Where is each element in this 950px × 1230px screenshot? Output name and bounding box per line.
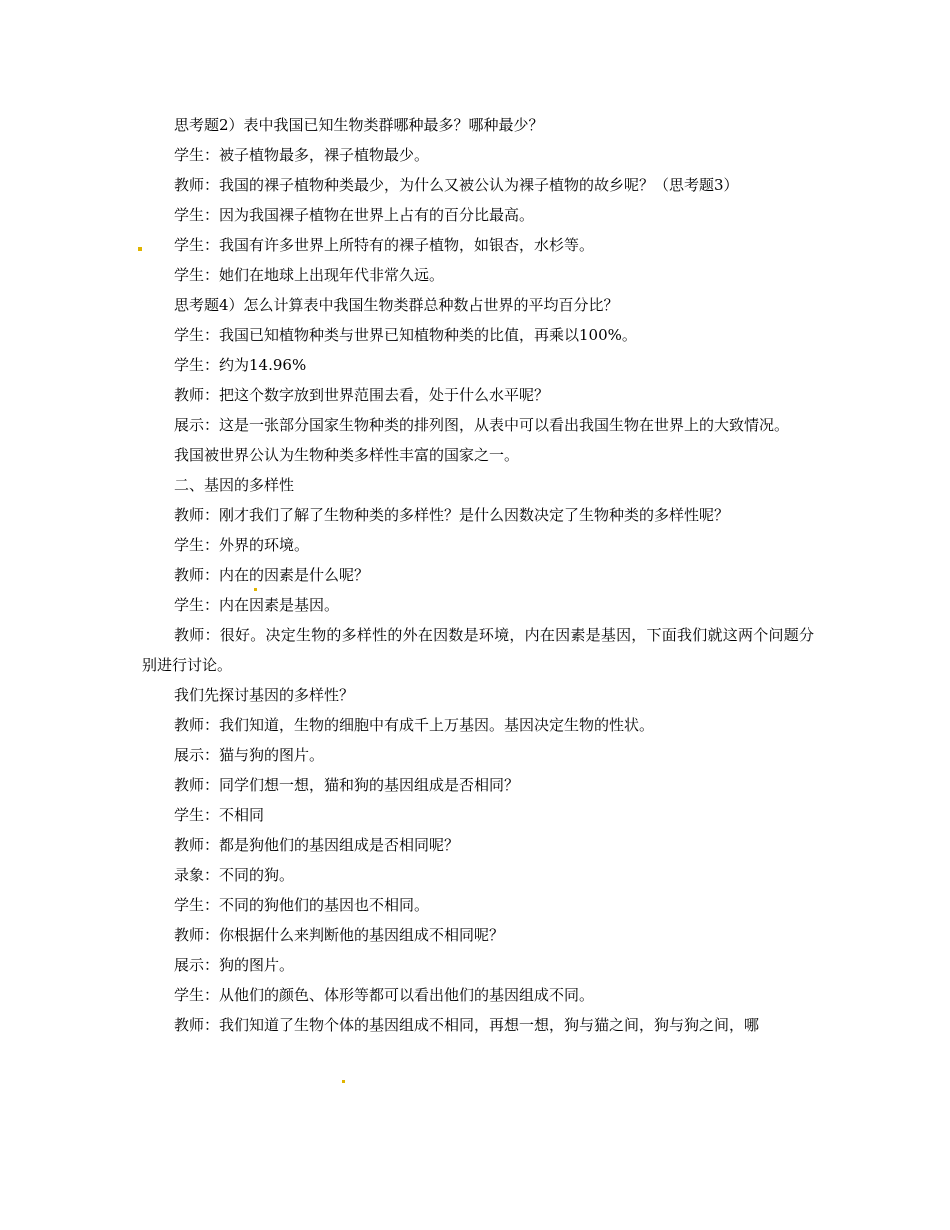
paragraph: 学生：因为我国裸子植物在世界上占有的百分比最高。 [174,206,535,224]
paragraph: 思考题2）表中我国已知生物类群哪种最多？哪种最少？ [174,116,544,134]
paragraph: 教师：刚才我们了解了生物种类的多样性？是什么因数决定了生物种类的多样性呢？ [174,506,730,524]
section-heading: 二、基因的多样性 [174,476,295,494]
paragraph: 学生：她们在地球上出现年代非常久远。 [174,266,445,284]
paragraph: 教师：同学们想一想，猫和狗的基因组成是否相同？ [174,776,520,794]
paragraph: 录象：不同的狗。 [174,866,295,884]
paragraph: 教师：我们知道，生物的细胞中有成千上万基因。基因决定生物的性状。 [174,716,655,734]
paragraph: 教师：我们知道了生物个体的基因组成不相同，再想一想，狗与猫之间，狗与狗之间，哪 [174,1016,760,1034]
paragraph: 学生：外界的环境。 [174,536,310,554]
paragraph: 教师：很好。决定生物的多样性的外在因数是环境，内在因素是基因，下面我们就这两个问题分别进行讨论。 [142,626,814,674]
paragraph: 学生：被子植物最多，裸子植物最少。 [174,146,430,164]
paragraph: 我国被世界公认为生物种类多样性丰富的国家之一。 [174,446,520,464]
paragraph: 教师：内在的因素是什么呢？ [174,566,370,584]
paragraph: 学生：从他们的颜色、体形等都可以看出他们的基因组成不同。 [174,986,595,1004]
paragraph: 学生：不相同 [174,806,265,824]
paragraph: 学生：我国有许多世界上所特有的裸子植物，如银杏，水杉等。 [174,236,595,254]
paragraph: 教师：你根据什么来判断他的基因组成不相同呢？ [174,926,505,944]
paragraph: 教师：都是狗他们的基因组成是否相同呢？ [174,836,460,854]
paragraph: 展示：猫与狗的图片。 [174,746,325,764]
paragraph: 展示：这是一张部分国家生物种类的排列图，从表中可以看出我国生物在世界上的大致情况。 [174,416,790,434]
paragraph: 教师：我国的裸子植物种类最少，为什么又被公认为裸子植物的故乡呢？（思考题3） [174,176,739,194]
paragraph: 学生：我国已知植物种类与世界已知植物种类的比值，再乘以100%。 [174,326,637,344]
paragraph: 我们先探讨基因的多样性？ [174,686,355,704]
document-body [142,110,814,1040]
paragraph: 展示：狗的图片。 [174,956,295,974]
paragraph: 学生：内在因素是基因。 [174,596,340,614]
paragraph: 教师：把这个数字放到世界范围去看，处于什么水平呢？ [174,386,550,404]
paragraph: 学生：约为14.96% [174,356,307,374]
paragraph: 思考题4）怎么计算表中我国生物类群总种数占世界的平均百分比？ [174,296,619,314]
stray-mark [342,1080,345,1083]
paragraph: 学生：不同的狗他们的基因也不相同。 [174,896,430,914]
